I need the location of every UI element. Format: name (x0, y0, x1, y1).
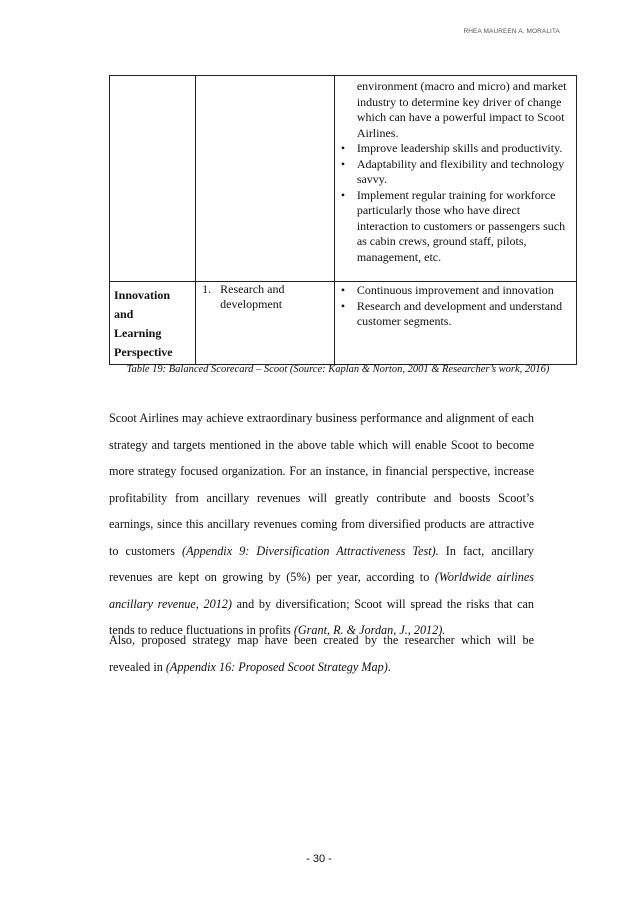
body-paragraph (109, 405, 534, 644)
objective-cell-empty (196, 76, 335, 282)
list-item: • Implement regular training for workforce particularly those who have direct interaction to customers or passengers such as cabin crews, ground staff, pilots, management, etc. (335, 188, 572, 266)
measures-cell (334, 76, 576, 282)
perspective-label: Perspective (114, 345, 173, 359)
table-row (110, 76, 577, 282)
citation-appendix-9: (Appendix 9: Diversification Attractiveness Test). (182, 543, 439, 558)
paragraph-text: . (387, 659, 391, 674)
perspective-label: Innovation (114, 288, 171, 302)
table-caption: Table 19: Balanced Scorecard – Scoot (Source: Kaplan & Norton, 2001 & Researcher’s work, 2016) (126, 364, 550, 375)
measure-continued-text: environment (macro and micro) and market industry to determine key driver of change which can have a powerful impact to Scoot Airlines. (356, 79, 567, 140)
list-item: • Adaptability and flexibility and technology savvy. (335, 157, 572, 188)
perspective-label: Learning (114, 326, 162, 340)
measures-list (335, 283, 576, 330)
measures-cell (334, 282, 576, 365)
page-number: - 30 - (306, 853, 332, 865)
list-item: • Continuous improvement and innovation (335, 283, 572, 299)
page-header-author: RHEA MAUREEN A. MORALITA (463, 28, 560, 35)
paragraph-text: and by diversification; Scoot will spread the risks that can tends to reduce fluctuations in profits (109, 596, 534, 637)
citation-appendix-16: (Appendix 16: Proposed Scoot Strategy Map) (165, 659, 388, 674)
objective-number: 1. (202, 282, 212, 296)
list-item: • Research and development and understand customer segments. (335, 299, 572, 330)
paragraph-text: In fact, ancillary revenues are kept on growing by (5%) per year, according to (109, 543, 534, 584)
perspective-cell (110, 282, 196, 365)
citation-grant-jordan: (Grant, R. & Jordan, J., 2012). (293, 623, 446, 637)
measures-list (335, 141, 576, 265)
balanced-scorecard-table (109, 75, 577, 365)
perspective-label: and (114, 307, 134, 321)
body-paragraph (109, 627, 534, 680)
citation-worldwide-ancillary: (Worldwide airlines ancillary revenue, 2012) (109, 570, 534, 611)
perspective-cell-empty (110, 76, 196, 282)
objective-text: Research and development (220, 282, 285, 311)
objectives-list (196, 282, 334, 311)
table-row (110, 282, 577, 365)
list-item: • Improve leadership skills and productivity. (335, 141, 572, 157)
paragraph-text: Also, proposed strategy map have been created by the researcher which will be revealed in (109, 633, 534, 674)
list-item (196, 282, 334, 311)
paragraph-text: Scoot Airlines may achieve extraordinary business performance and alignment of each strategy and targets mentioned in the above table which will enable Scoot to become more strategy focused organization. For an instance, in financial perspective, increase profitability from ancillary revenues will greatly contribute and boosts Scoot’s earnings, since this ancillary revenues coming from diversified products are attractive to customers (109, 411, 534, 558)
objective-cell (196, 282, 335, 365)
